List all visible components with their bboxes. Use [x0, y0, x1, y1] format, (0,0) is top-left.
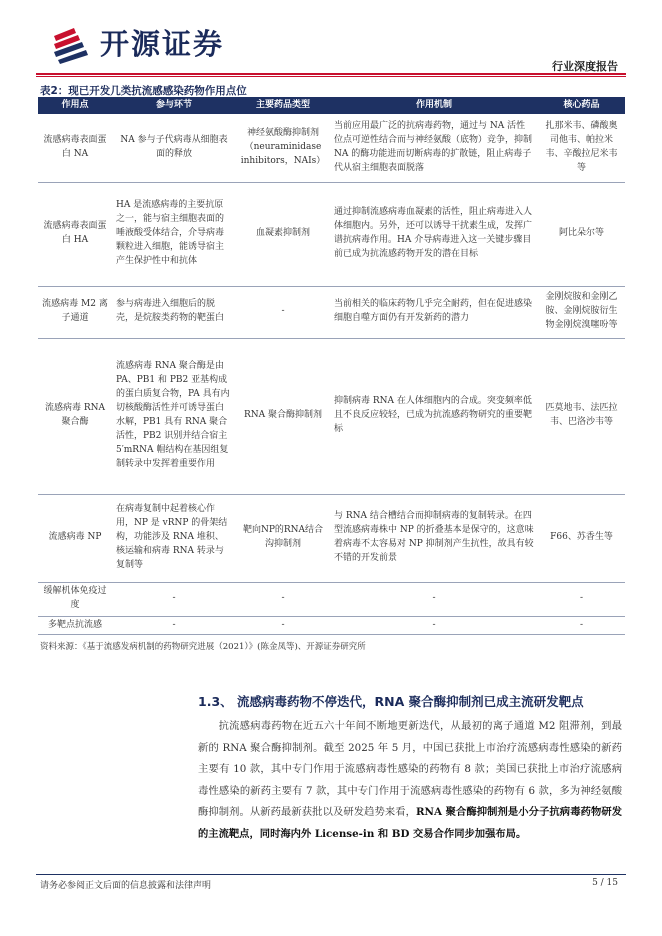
cell-target: 流感病毒 NP: [38, 494, 112, 582]
table-row: [38, 182, 625, 286]
footer-disclaimer: 请务必参阅正文后面的信息披露和法律声明: [40, 881, 212, 891]
cell-stage: -: [112, 582, 236, 616]
cell-drug-type: -: [236, 616, 330, 635]
cell-core-drugs: -: [538, 582, 625, 616]
cell-stage: NA 参与子代病毒从细胞表面的释放: [112, 114, 236, 182]
table-row: [38, 494, 625, 582]
cell-stage: 在病毒复制中起着核心作用，NP 是 vRNP 的骨架结构，功能涉及 RNA 堆积、核运输和病毒 RNA 转录与复制等: [112, 494, 236, 582]
table-source: 资料来源：《基于流感发病机制的药物研究进展（2021）》(陈金凤等)、开源证券研究所: [40, 642, 366, 652]
cell-drug-type: 血凝素抑制剂: [236, 182, 330, 286]
cell-mechanism: 当前应用最广泛的抗病毒药物，通过与 NA 活性位点可逆性结合而与神经氨酸（底物）竞争，抑制 NA 的酶功能进而切断病毒的扩散链，阻止病毒子代从宿主细胞表面脱落: [330, 114, 538, 182]
cell-core-drugs: 扎那米韦、磷酸奥司他韦、帕拉米韦、辛酸拉尼米韦等: [538, 114, 625, 182]
cell-target: 流感病毒表面蛋白 NA: [38, 114, 112, 182]
header-divider: [36, 73, 626, 75]
cell-core-drugs: 匹莫地韦、法匹拉韦、巴洛沙韦等: [538, 338, 625, 494]
cell-drug-type: RNA 聚合酶抑制剂: [236, 338, 330, 494]
cell-mechanism: -: [330, 582, 538, 616]
cell-mechanism: 抑制病毒 RNA 在人体细胞内的合成。突变频率低且不良反应较轻，已成为抗流感药物研究的重要靶标: [330, 338, 538, 494]
cell-target: 流感病毒 RNA 聚合酶: [38, 338, 112, 494]
table-header-row: [38, 97, 625, 114]
header-divider-thin: [36, 76, 626, 77]
cell-target: 缓解机体免疫过度: [38, 582, 112, 616]
table-row: [38, 338, 625, 494]
header-stage: 参与环节: [112, 97, 236, 114]
company-name: 开源证券: [100, 27, 225, 61]
cell-target: 多靶点抗流感: [38, 616, 112, 635]
cell-mechanism: -: [330, 616, 538, 635]
cell-drug-type: 靶向NP的RNA结合沟抑制剂: [236, 494, 330, 582]
table-row: [38, 114, 625, 182]
page-number: 5 / 15: [592, 878, 618, 888]
footer-divider: [36, 874, 626, 875]
cell-mechanism: 与 RNA 结合槽结合而抑制病毒的复制转录。在四型流感病毒株中 NP 的折叠基本是保守的，这意味着病毒不太容易对 NP 抑制剂产生抗性，故具有较不错的开发前景: [330, 494, 538, 582]
header-mechanism: 作用机制: [330, 97, 538, 114]
paragraph-text: 抗流感病毒药物在近五六十年间不断地更新迭代，从最初的离子通道 M2 阻滞剂，到最新的 RNA 聚合酶抑制剂。截至 2025 年 5 月，中国已获批上市治疗流感病毒性感染的新药主要有 10 款，其中专门作用于流感病毒性感染的药物有 8 款；美国已获批上市治疗流感病毒性感染的新药主要有 7 款，其中专门作用于流感病毒性感染的药物有 6 款，多为神经氨酸酶抑制剂。从新药最新获批以及研发趋势来看，: [198, 720, 622, 819]
report-type-label: 行业深度报告: [552, 60, 618, 73]
header-drug-type: 主要药品类型: [236, 97, 330, 114]
cell-stage: 流感病毒 RNA 聚合酶是由 PA、PB1 和 PB2 亚基构成的蛋白质复合物，PA 具有内切核酸酶活性并可诱导蛋白水解，PB1 具有 RNA 聚合活性，PB2 识别并结合宿主5′mRNA 帽结构在基因组复制转录中发挥着重要作用: [112, 338, 236, 494]
cell-mechanism: 当前相关的临床药物几乎完全耐药，但在促进感染细胞自噬方面仍有开发新药的潜力: [330, 286, 538, 338]
cell-core-drugs: 金刚烷胺和金刚乙胺、金刚烷胺衍生物金刚烷溴噻吩等: [538, 286, 625, 338]
header-target: 作用点: [38, 97, 112, 114]
header-core-drugs: 核心药品: [538, 97, 625, 114]
table-row: [38, 616, 625, 635]
table-row: [38, 582, 625, 616]
table-title: 表2：现已开发几类抗流感感染药物作用点位: [40, 85, 247, 97]
cell-target: 流感病毒表面蛋白 HA: [38, 182, 112, 286]
table-row: [38, 286, 625, 338]
cell-stage: -: [112, 616, 236, 635]
cell-stage: 参与病毒进入细胞后的脱壳，是烷胺类药物的靶蛋白: [112, 286, 236, 338]
section-heading: 1.3、 流感病毒药物不停迭代，RNA 聚合酶抑制剂已成主流研发靶点: [198, 694, 584, 709]
cell-target: 流感病毒 M2 离子通道: [38, 286, 112, 338]
cell-drug-type: -: [236, 286, 330, 338]
cell-core-drugs: -: [538, 616, 625, 635]
cell-stage: HA 是流感病毒的主要抗原之一，能与宿主细胞表面的唾液酸受体结合，介导病毒颗粒进入细胞，能诱导宿主产生保护性中和抗体: [112, 182, 236, 286]
cell-mechanism: 通过抑制流感病毒血凝素的活性，阻止病毒进入人体细胞内。另外，还可以诱导干扰素生成，发挥广谱抗病毒作用。HA 介导病毒进入这一关键步骤目前已成为抗流感药物开发的潜在目标: [330, 182, 538, 286]
cell-core-drugs: F66、苏香生等: [538, 494, 625, 582]
paragraph-bold-text: RNA 聚合酶抑制剂是小分子抗病毒药物研发的主流靶点，同时海内外 License-in 和 BD 交易合作同步加强布局。: [198, 806, 623, 840]
section-paragraph: [198, 716, 622, 846]
cell-drug-type: -: [236, 582, 330, 616]
cell-drug-type: 神经氨酸酶抑制剂（neuraminidase inhibitors，NAIs）: [236, 114, 330, 182]
drug-target-table: [38, 97, 625, 635]
cell-core-drugs: 阿比朵尔等: [538, 182, 625, 286]
